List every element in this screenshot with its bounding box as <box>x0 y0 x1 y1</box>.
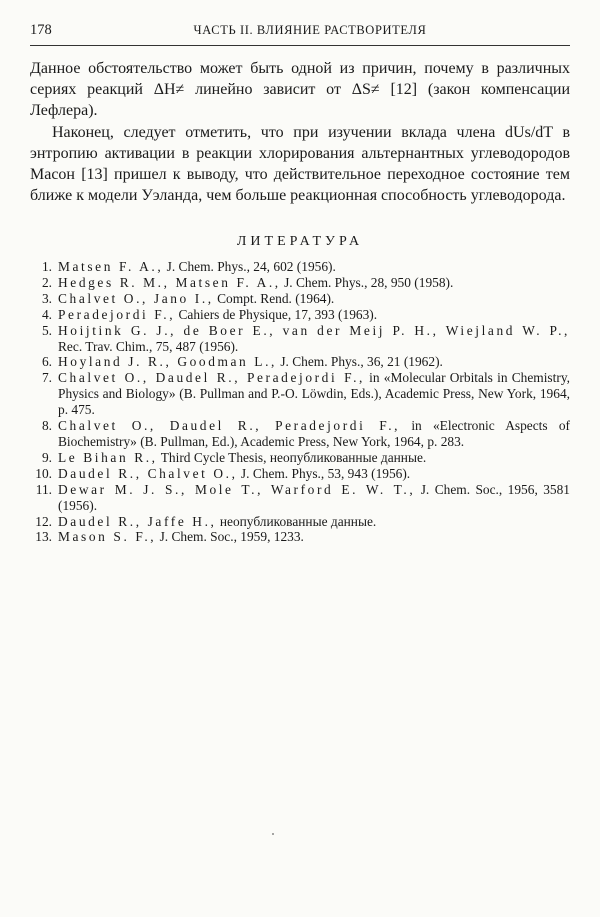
reference-item <box>30 291 570 307</box>
reference-authors: Dewar M. J. S., Mole T., Warford E. W. T., <box>58 481 416 497</box>
reference-authors: Hoyland J. R., Goodman L., <box>58 354 277 370</box>
reference-number: 8. <box>41 418 52 434</box>
reference-number: 5. <box>41 322 52 338</box>
running-title: ЧАСТЬ II. ВЛИЯНИЕ РАСТВОРИТЕЛЯ <box>193 23 427 37</box>
reference-authors: Matsen F. A., <box>58 259 164 274</box>
reference-number: 12. <box>35 513 52 529</box>
reference-text <box>52 323 570 355</box>
reference-source: Third Cycle Thesis, неопубликованные данные. <box>157 449 427 465</box>
reference-item <box>30 370 570 418</box>
reference-item <box>30 514 570 530</box>
reference-number: 13. <box>35 529 52 545</box>
reference-number: 7. <box>41 370 52 386</box>
reference-authors: Peradejordi F., <box>58 306 176 322</box>
reference-text <box>52 259 570 275</box>
reference-number: 1. <box>41 259 52 274</box>
reference-source: Compt. Rend. (1964). <box>213 290 335 306</box>
reference-authors: Le Bihan R., <box>58 449 158 465</box>
reference-text <box>52 450 570 466</box>
reference-item <box>30 259 570 275</box>
reference-item <box>30 307 570 323</box>
reference-text <box>52 370 570 418</box>
reference-source: J. Chem. Phys., 28, 950 (1958). <box>280 274 454 290</box>
reference-source: Cahiers de Physique, 17, 393 (1963). <box>175 306 378 322</box>
reference-text <box>52 529 570 545</box>
reference-source: in «Electronic Aspects of Biochemistry» (B. Pullman, Ed.), Academic Press, New York, 1964, p. 283. <box>58 418 570 449</box>
reference-text <box>52 291 570 307</box>
reference-number: 4. <box>41 306 52 322</box>
reference-authors: Hoijtink G. J., de Boer E., van der Meij P. H., Wiejland W. P., <box>58 322 570 338</box>
paragraph-2: Наконец, следует отметить, что при изучении вклада члена dUs/dT в энтропию активации в реакции хлорирования альтернантных углеводородов Масон [13] пришел к выводу, что действительное переходное состояние тем ближе к модели Уэланда, чем больше реакционная способность углеводорода. <box>30 123 570 205</box>
page-speck <box>272 833 274 835</box>
reference-source: Rec. Trav. Chim., 75, 487 (1956). <box>58 338 239 354</box>
reference-number: 9. <box>41 449 52 465</box>
reference-number: 11. <box>35 481 52 497</box>
reference-authors: Chalvet O., Daudel R., Peradejordi F., <box>58 418 401 434</box>
reference-text <box>52 482 570 514</box>
page-header <box>30 22 570 39</box>
reference-number: 6. <box>41 354 52 370</box>
reference-text <box>52 466 570 482</box>
reference-item <box>30 529 570 545</box>
reference-source: J. Chem. Soc., 1956, 3581 (1956). <box>58 481 571 513</box>
reference-item <box>30 450 570 466</box>
reference-item <box>30 275 570 291</box>
reference-source: неопубликованные данные. <box>216 513 377 529</box>
reference-item <box>30 466 570 482</box>
reference-authors: Chalvet O., Daudel R., Peradejordi F., <box>58 370 365 386</box>
reference-authors: Daudel R., Chalvet O., <box>58 465 238 481</box>
header-rule <box>30 45 570 46</box>
reference-number: 3. <box>41 290 52 306</box>
reference-text <box>52 275 570 291</box>
reference-item <box>30 482 570 514</box>
reference-authors: Chalvet O., Jano I., <box>58 290 214 306</box>
reference-text <box>52 514 570 530</box>
reference-number: 10. <box>35 465 52 481</box>
references-list <box>30 259 570 545</box>
reference-item <box>30 418 570 450</box>
reference-source: J. Chem. Phys., 36, 21 (1962). <box>276 354 443 370</box>
reference-text <box>52 354 570 370</box>
reference-text <box>52 307 570 323</box>
reference-source: J. Chem. Phys., 24, 602 (1956). <box>163 259 336 274</box>
reference-item <box>30 354 570 370</box>
reference-source: in «Molecular Orbitals in Chemistry, Physics and Biology» (B. Pullman and P.-O. Löwdin, Eds.), Academic Press, New York, 1964, p. 475. <box>58 370 570 418</box>
reference-source: J. Chem. Phys., 53, 943 (1956). <box>237 465 411 481</box>
page-number: 178 <box>30 22 52 38</box>
paragraph-1: Данное обстоятельство может быть одной из причин, почему в различных сериях реакций ΔH≠ линейно зависит от ΔS≠ [12] (закон компенсации Лефлера). <box>30 60 570 120</box>
reference-authors: Mason S. F., <box>58 529 157 545</box>
body-text <box>30 58 570 206</box>
reference-authors: Hedges R. M., Matsen F. A., <box>58 274 281 290</box>
reference-text <box>52 418 570 450</box>
reference-authors: Daudel R., Jaffe H., <box>58 513 217 529</box>
references-heading: ЛИТЕРАТУРА <box>236 234 364 249</box>
reference-number: 2. <box>41 274 52 290</box>
reference-source: J. Chem. Soc., 1959, 1233. <box>156 529 304 545</box>
reference-item <box>30 323 570 355</box>
